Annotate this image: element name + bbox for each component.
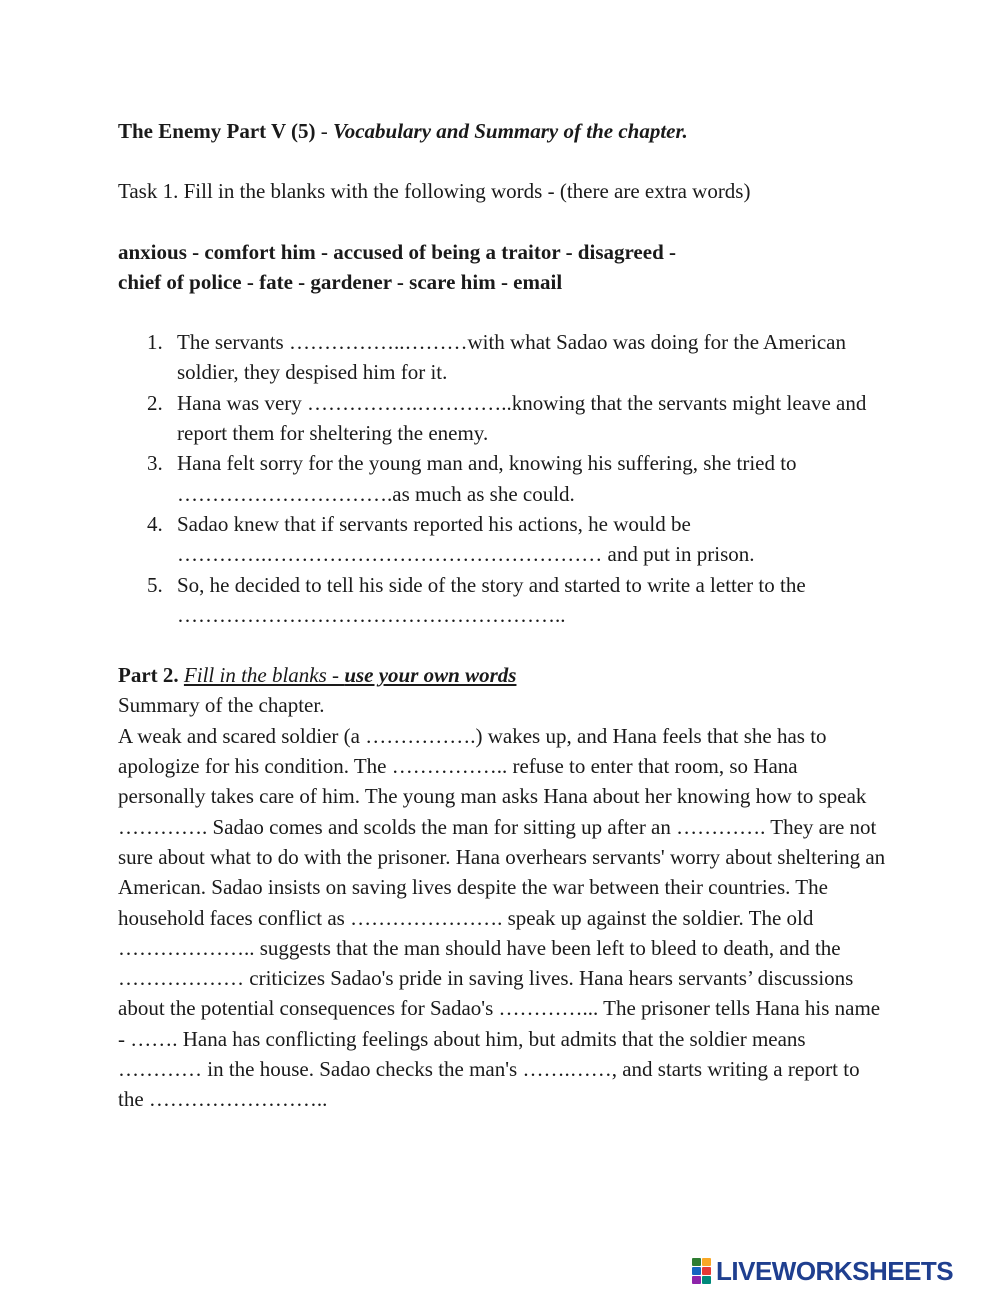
- liveworksheets-logo-icon: [692, 1258, 712, 1284]
- part2-section: [118, 660, 888, 1114]
- question-number: 4.: [147, 511, 163, 536]
- question-item: [147, 327, 888, 388]
- question-number: 5.: [147, 572, 163, 597]
- summary-paragraph: A weak and scared soldier (a …………….) wakes up, and Hana feels that she has to apologize for his condition. The …………….. refuse to enter that room, so Hana personally takes care of him. The young man asks Hana about her knowing how to speak …………. Sadao comes and scolds the man for sitting up after an …………. They are not sure about what to do with the prisoner. Hana overhears servants' worry about sheltering an American. Sadao insists on saving lives despite the war between their countries. The household faces conflict as …………………. speak up against the soldier. The old ……………….. suggests that the man should have been left to bleed to death, and the ……………… criticizes Sadao's pride in saving lives. Hana hears servants’ discussions about the potential consequences for Sadao's …………... The prisoner tells Hana his name - ……. Hana has conflicting feelings about him, but admits that the soldier means ………… in the house. Sadao checks the man's …….……, and starts writing a report to the ……………………..: [118, 723, 886, 1112]
- logo-tile: [702, 1267, 711, 1275]
- question-number: 2.: [147, 390, 163, 415]
- part2-label: Part 2.: [118, 663, 179, 688]
- question-text: Sadao knew that if servants reported his actions, he would be ………….………………………………………… and put in prison.: [177, 511, 755, 567]
- logo-text: LIVEWORKSHEETS: [716, 1255, 954, 1286]
- word-bank-line-1: anxious - comfort him - accused of being a traitor - disagreed -: [118, 239, 676, 264]
- question-item: [147, 509, 888, 570]
- question-number: 1.: [147, 330, 163, 355]
- word-bank: [118, 237, 888, 298]
- question-number: 3.: [147, 451, 163, 476]
- liveworksheets-logo: [692, 1256, 953, 1286]
- question-text: The servants ……………..………with what Sadao was doing for the American soldier, they despised him for it.: [177, 330, 846, 385]
- question-text: So, he decided to tell his side of the story and started to write a letter to the ………………………………………………..: [177, 572, 806, 627]
- part2-own-words: use your own words: [344, 663, 517, 688]
- title-subtitle: Vocabulary and Summary of the chapter.: [333, 119, 688, 143]
- question-list: [118, 327, 888, 630]
- task1-instruction: Task 1. Fill in the blanks with the following words - (there are extra words): [118, 179, 751, 204]
- title-main: The Enemy Part V (5): [118, 119, 316, 143]
- title-dash: -: [315, 119, 334, 143]
- question-item: [147, 388, 888, 449]
- word-bank-line-2: chief of police - fate - gardener - scare him - email: [118, 269, 563, 294]
- question-item: [147, 570, 888, 631]
- worksheet-page: [118, 116, 888, 1115]
- question-item: [147, 448, 888, 509]
- logo-tile: [702, 1258, 711, 1266]
- part2-heading: [118, 660, 888, 690]
- logo-tile: [692, 1267, 701, 1275]
- logo-tile: [702, 1276, 711, 1284]
- part2-fill-instruction: Fill in the blanks -: [183, 663, 345, 688]
- logo-tile: [692, 1258, 701, 1266]
- question-text: Hana felt sorry for the young man and, knowing his suffering, she tried to ………………………….as much as she could.: [177, 451, 797, 506]
- worksheet-title: [118, 116, 888, 146]
- summary-title: Summary of the chapter.: [118, 693, 325, 718]
- logo-tile: [692, 1276, 701, 1284]
- question-text: Hana was very …………….…………..knowing that the servants might leave and report them for sheltering the enemy.: [177, 390, 867, 446]
